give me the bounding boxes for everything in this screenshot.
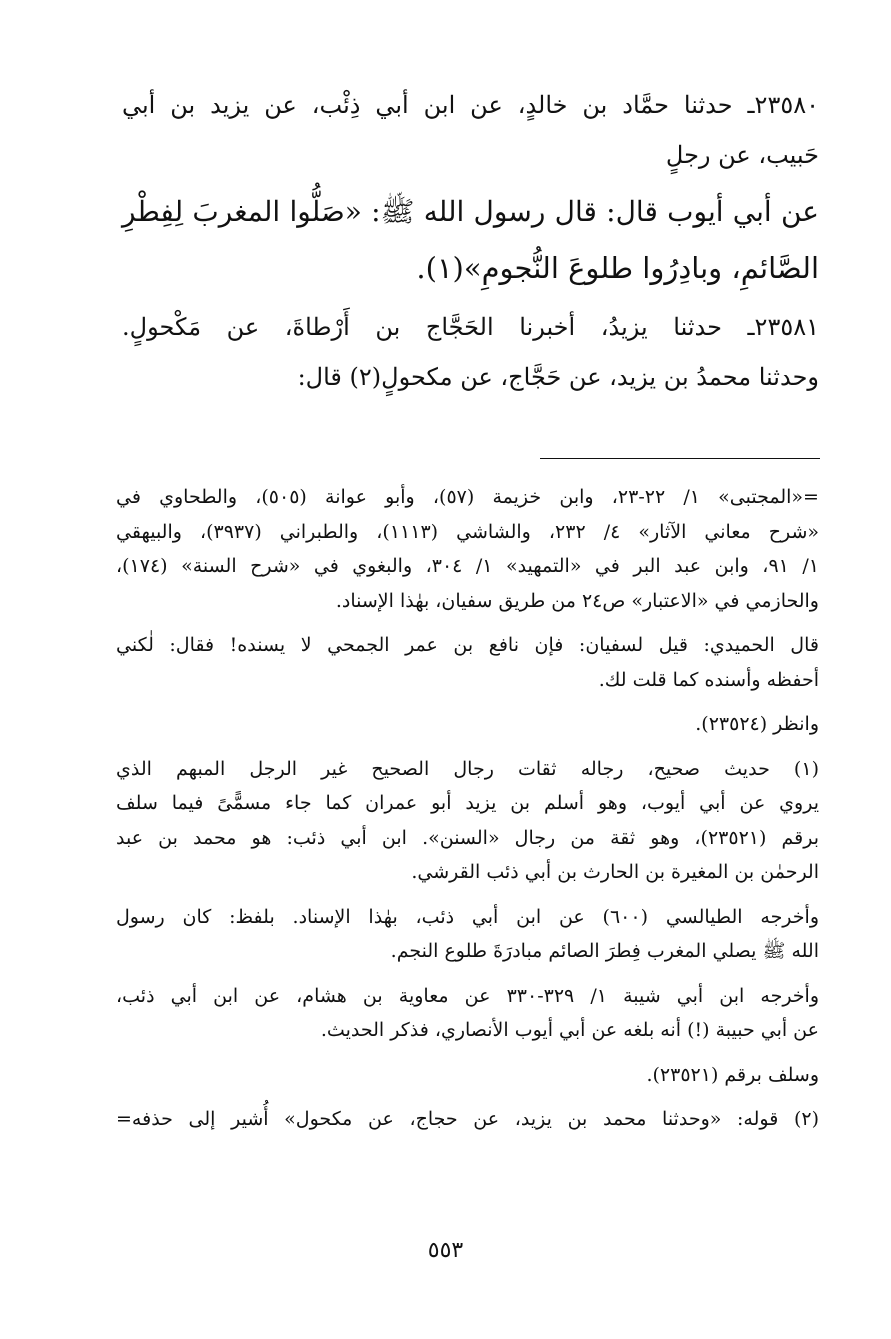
footnote-line: عن أبي حبيبة (!) أنه بلغه عن أبي أيوب الأنصاري، فذكر الحديث. [320, 1019, 819, 1041]
footnote-line: =«المجتبى» ١/ ٢٢-٢٣، وابن خزيمة (٥٧)، وأبو عوانة (٥٠٥)، والطحاوي في [116, 486, 819, 508]
footnote-line: وانظر (٢٣٥٢٤). [695, 713, 819, 735]
hadith-2580-matn-line: الصَّائمِ، وبادِرُوا طلوعَ النُّجومِ»(١). [416, 251, 819, 285]
footnote-2-line: (٢) قوله: «وحدثنا محمد بن يزيد، عن حجاج، عن مكحول» أُشير إلى حذفه= [116, 1108, 819, 1130]
footnote-1-line: يروي عن أبي أيوب، وهو أسلم بن يزيد أبو عمران كما جاء مسمًّىً فيما سلف [116, 792, 819, 814]
footnote-line: وسلف برقم (٢٣٥٢١). [646, 1063, 819, 1086]
footnote-1-line: الرحمٰن بن المغيرة بن الحارث بن أبي ذئب القرشي. [411, 861, 819, 883]
hadith-2581-isnad-line: وحدثنا محمدُ بن يزيد، عن حَجَّاج، عن مكحولٍ(٢) قال: [297, 363, 819, 391]
footnote-line: والحازمي في «الاعتبار» ص٢٤ من طريق سفيان، بهٰذا الإسناد. [335, 589, 819, 612]
footnote-line: الله ﷺ يصلي المغرب فِطرَ الصائم مبادرَةَ طلوع النجم. [390, 940, 819, 962]
main-text [122, 80, 819, 402]
hadith-2580-isnad-line: حَبيب، عن رجلٍ [665, 141, 819, 169]
hadith-2580-matn-line: عن أبي أيوب قال: قال رسول الله ﷺ: «صَلُّوا المغربَ لِفِطْرِ [122, 195, 819, 228]
footnote-separator [540, 458, 820, 459]
footnote-line: وأخرجه ابن أبي شيبة ١/ ٣٢٩-٣٣٠ عن معاوية بن هشام، عن ابن أبي ذئب، [116, 984, 820, 1007]
footnote-line: ١/ ٩١، وابن عبد البر في «التمهيد» ١/ ٣٠٤، والبغوي في «شرح السنة» (١٧٤)، [116, 555, 819, 577]
footnote-line: «شرح معاني الآثار» ٤/ ٢٣٢، والشاشي (١١١٣)، والطبراني (٣٩٣٧)، والبيهقي [116, 520, 819, 543]
footnote-1-line: برقم (٢٣٥٢١)، وهو ثقة من رجال «السنن». ابن أبي ذئب: هو محمد بن عبد [116, 826, 820, 849]
footnote-1-line: (١) حديث صحيح، رجاله ثقات رجال الصحيح غير الرجل المبهم الذي [116, 757, 819, 780]
footnotes [116, 480, 819, 1137]
hadith-2581-isnad-line: ٢٣٥٨١ـ حدثنا يزيدُ، أخبرنا الحَجَّاج بن أَرْطاةَ، عن مَكْحولٍ. [122, 313, 819, 341]
footnote-line: وأخرجه الطيالسي (٦٠٠) عن ابن أبي ذئب، بهٰذا الإسناد. بلفظ: كان رسول [116, 905, 819, 928]
page-number: ٥٥٣ [427, 1238, 464, 1263]
footnote-line: قال الحميدي: قيل لسفيان: فإن نافع بن عمر الجمحي لا يسنده! فقال: لٰكني [116, 634, 819, 656]
hadith-2580-isnad-line: ٢٣٥٨٠ـ حدثنا حمَّاد بن خالدٍ، عن ابن أبي ذِئْب، عن يزيد بن أبي [122, 91, 819, 119]
footnote-line: أحفظه وأسنده كما قلت لك. [598, 668, 819, 691]
